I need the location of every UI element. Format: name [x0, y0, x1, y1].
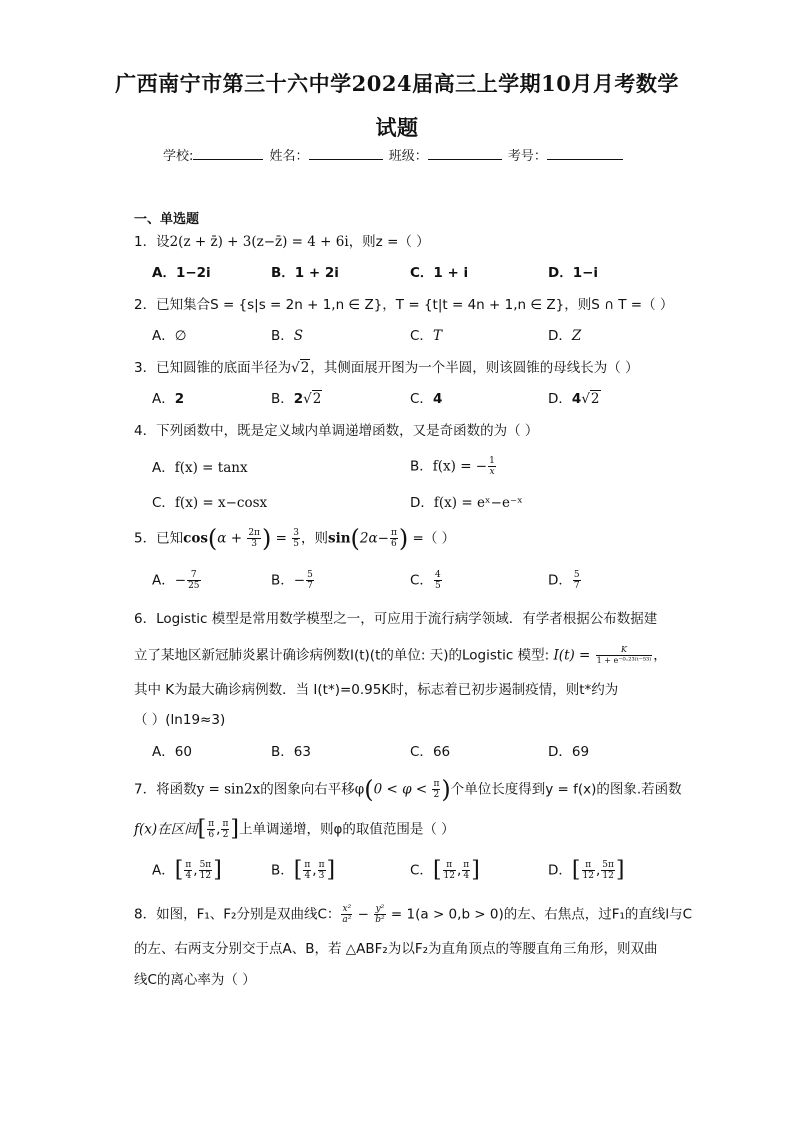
option-letter: A．: [152, 460, 175, 476]
option-letter: D．: [548, 265, 573, 281]
question-text: 已知集合S = {s|s = 2n + 1,n ∈ Z}，T = {t|t = 4n + 1,n ∈ Z}，则S ∩ T =（ ）: [156, 297, 674, 313]
question-number: 2．: [134, 297, 157, 313]
school-blank[interactable]: [193, 147, 263, 160]
option-sign: −: [174, 572, 187, 589]
question-1: [134, 232, 430, 252]
numerator: π: [208, 819, 215, 829]
fraction: [187, 570, 200, 591]
question-number: 8．: [134, 906, 157, 923]
math-term: 2α−: [359, 530, 389, 547]
option-letter: B．: [271, 391, 294, 407]
fraction: [221, 819, 229, 840]
question-text: ，其侧面展开图为一个半圆，则该圆锥的母线长为（ ）: [310, 360, 639, 376]
option-letter: D．: [410, 495, 434, 511]
question-text: =（ ）: [408, 530, 456, 547]
option-text: 1−2i: [175, 265, 211, 281]
question-text: 线C的离心率为（ ）: [134, 972, 256, 988]
option-d[interactable]: [548, 570, 582, 591]
option-a[interactable]: [152, 326, 187, 346]
numerator: π: [318, 860, 325, 870]
cos-function: cos: [183, 530, 208, 547]
option-a[interactable]: [152, 389, 184, 409]
question-text: ，则z =（ ）: [348, 234, 430, 250]
numerator: π: [433, 779, 440, 789]
question-text: = 1(a > 0,b > 0)的左、右焦点，过F₁的直线l与C: [386, 906, 693, 923]
question-7-line-2: f(x)在区间[ $\frac{\pi}{6}$ , $\frac{\pi}{2}$ ]上单调递增，则φ的取值范围是（ ）: [134, 816, 455, 842]
question-text: 将函数y = sin2x的图象向右平移φ: [156, 781, 365, 798]
fraction: [462, 860, 470, 881]
denominator: 6: [208, 830, 215, 840]
option-letter: A．: [152, 391, 175, 407]
option-c[interactable]: [410, 570, 443, 591]
numerator: y²: [375, 904, 385, 914]
question-number: 6．: [134, 611, 157, 627]
math-term: α +: [217, 530, 247, 547]
numerator: 3: [293, 528, 299, 538]
option-letter: B．: [271, 744, 294, 760]
question-text: 立了某地区新冠肺炎累计确诊病例数I(t)(t的单位: 天)的Logistic 模型:: [134, 647, 554, 664]
denominator: 12: [602, 871, 614, 881]
option-a[interactable]: [152, 570, 202, 591]
option-b[interactable]: [271, 326, 303, 346]
question-text: 上单调递增，则φ的取值范围是（ ）: [238, 821, 455, 838]
fraction: [341, 904, 352, 925]
exam-number-blank[interactable]: [547, 147, 623, 160]
name-blank[interactable]: [309, 147, 383, 160]
radicand: 2: [300, 360, 310, 376]
numerator: π: [390, 528, 397, 538]
option-text: S: [293, 328, 304, 344]
denominator: 2: [433, 790, 440, 800]
option-d[interactable]: D．[ $\frac{\pi}{12}$ , $\frac{5\pi}{12}$ ]: [548, 857, 625, 883]
option-b[interactable]: B．[ $\frac{\pi}{4}$ , $\frac{\pi}{3}$ ]: [271, 857, 336, 883]
question-number: 5．: [134, 530, 157, 547]
denominator: 12: [199, 871, 212, 881]
option-c[interactable]: [152, 493, 267, 513]
option-letter: A．: [152, 265, 176, 281]
numerator: x²: [342, 904, 352, 914]
denominator: 2: [222, 830, 229, 840]
option-letter: C．: [410, 744, 433, 760]
model-lhs: I(t) =: [553, 647, 595, 664]
option-letter: A．: [152, 328, 175, 344]
option-b[interactable]: [410, 456, 497, 477]
question-text: f(x)在区间: [134, 821, 198, 838]
question-text: （ ）(ln19≈3): [134, 712, 226, 728]
fraction: [443, 860, 456, 881]
fraction: [601, 860, 615, 881]
option-text: 69: [571, 744, 590, 760]
option-text: ∅: [174, 328, 187, 344]
option-a[interactable]: A．[ $\frac{\pi}{4}$ , $\frac{5\pi}{12}$ ]: [152, 857, 222, 883]
option-letter: C．: [410, 328, 433, 344]
option-letter: B．: [271, 572, 294, 589]
question-8-line-2: [134, 939, 658, 959]
fraction: [292, 528, 300, 549]
option-letter: B．: [410, 458, 433, 475]
numerator: π: [222, 819, 229, 829]
denominator: 5: [434, 581, 441, 591]
question-text: 如图，F₁、F₂分别是双曲线C：: [156, 906, 341, 923]
sqrt-expression: √2: [291, 360, 310, 376]
option-text: 66: [432, 744, 451, 760]
fraction: [374, 904, 385, 925]
option-b[interactable]: [271, 742, 311, 762]
numerator: 5: [307, 570, 313, 580]
option-letter: D．: [548, 862, 572, 879]
denominator: 3: [318, 871, 325, 881]
fraction: [247, 528, 261, 549]
option-letter: A．: [152, 744, 175, 760]
option-c[interactable]: [410, 326, 442, 346]
option-d[interactable]: [548, 326, 581, 346]
school-label: 学校:: [163, 149, 194, 164]
denominator: a²: [342, 915, 352, 925]
exam-title: 广西南宁市第三十六中学2024届高三上学期10月月考数学: [115, 71, 679, 96]
denominator: 4: [463, 871, 470, 881]
numerator: 5: [573, 570, 580, 580]
question-text: 已知: [156, 530, 184, 547]
option-letter: D．: [548, 328, 572, 344]
question-number: 4．: [134, 423, 157, 439]
option-letter: B．: [271, 328, 294, 344]
numerator: π: [463, 860, 470, 870]
question-2: [134, 295, 673, 315]
numerator: 7: [187, 570, 200, 581]
option-letter: C．: [152, 495, 175, 511]
numerator: 2π: [248, 528, 260, 538]
option-coefficient: 4: [571, 391, 582, 407]
question-text: 个单位长度得到y = f(x)的图象.若函数: [450, 781, 682, 798]
option-sign: −: [293, 572, 306, 589]
question-number: 1．: [134, 234, 157, 250]
student-info-row: [163, 145, 625, 164]
fraction: [303, 860, 311, 881]
denominator: 5: [293, 539, 299, 549]
option-letter: A．: [152, 862, 175, 879]
numerator: 4: [434, 570, 441, 580]
fraction: [573, 570, 581, 591]
fraction: [434, 570, 442, 591]
option-d[interactable]: [548, 263, 598, 283]
denominator: 6: [391, 539, 397, 549]
fraction: [306, 570, 314, 591]
question-6: [134, 609, 657, 629]
question-text: 其中 K为最大确诊病例数．当 I(t*)=0.95K时，标志着已初步遏制疫情，则t*约为: [134, 682, 619, 698]
denominator: 3: [251, 539, 257, 549]
section-heading: 一、单选题: [134, 212, 200, 227]
numerator: π: [185, 860, 192, 870]
option-text: T: [432, 328, 442, 344]
question-text: 的左、右两支分别交于点A、B，若 △ABF₂为以F₂为直角顶点的等腰直角三角形，则双曲: [134, 941, 658, 957]
class-label: 班级：: [388, 149, 428, 164]
radicand: 2: [590, 391, 600, 407]
question-number: 7．: [134, 781, 157, 798]
option-letter: C．: [410, 862, 433, 879]
fraction: [207, 819, 215, 840]
numerator: π: [582, 860, 595, 871]
fraction: [432, 779, 440, 800]
denominator: x: [489, 467, 495, 477]
question-text: 设: [156, 234, 170, 250]
option-coefficient: 2: [293, 391, 304, 407]
numerator: 1: [489, 456, 495, 466]
denominator: b²: [375, 915, 385, 925]
name-label: 姓名：: [269, 149, 309, 164]
option-text: 2: [174, 391, 185, 407]
option-text: 1 + 2i: [294, 265, 339, 281]
option-text: 63: [293, 744, 311, 760]
numerator: K: [596, 645, 653, 656]
option-c[interactable]: [410, 389, 442, 409]
option-letter: B．: [271, 265, 295, 281]
fraction: [582, 860, 595, 881]
option-letter: B．: [271, 862, 294, 879]
exam-number-label: 考号：: [507, 149, 547, 164]
exam-title-continued: 试题: [375, 115, 419, 140]
math-term: 0 < φ <: [373, 781, 432, 798]
option-letter: C．: [410, 265, 434, 281]
option-a[interactable]: [152, 742, 192, 762]
option-c[interactable]: [410, 742, 450, 762]
sin-function: sin: [327, 530, 351, 547]
option-d[interactable]: [410, 493, 523, 513]
option-a[interactable]: [152, 263, 211, 283]
question-6-line-2: 立了某地区新冠肺炎累计确诊病例数I(t)(t的单位: 天)的Logistic 模型: I(t) = $\frac{K}{\text{1 + e⁻⁰·²³⁽ᵗ⁻⁵³⁾}}$ ，: [134, 645, 667, 665]
class-blank[interactable]: [428, 147, 502, 160]
option-text: Z: [571, 328, 582, 344]
fraction: [199, 860, 213, 881]
option-letter: A．: [152, 572, 175, 589]
question-4: [134, 421, 538, 441]
option-d[interactable]: D．4√2: [548, 391, 600, 407]
denominator: 4: [304, 871, 311, 881]
denominator: 25: [188, 581, 200, 591]
question-text: Logistic 模型是常用数学模型之一，可应用于流行病学领域．有学者根据公布数据建: [156, 611, 658, 627]
option-letter: C．: [410, 572, 433, 589]
denominator: 1 + e⁻⁰·²³⁽ᵗ⁻⁵³⁾: [596, 656, 652, 665]
question-7: 7．将函数y = sin2x的图象向右平移φ(0 < φ < $\frac{\pi}{2}$ )个单位长度得到y = f(x)的图象.若函数: [134, 775, 682, 804]
option-text: f(x) = tanx: [174, 460, 248, 476]
question-8-line-3: [134, 970, 256, 990]
option-text: f(x) = −: [432, 458, 488, 475]
option-b[interactable]: [271, 263, 339, 283]
option-d[interactable]: [548, 742, 589, 762]
denominator: 7: [307, 581, 313, 591]
question-text: 下列函数中，既是定义域内单调递增函数，又是奇函数的为（ ）: [156, 423, 539, 439]
radicand: 2: [312, 391, 322, 407]
fraction: [390, 528, 398, 549]
question-number: 3．: [134, 360, 157, 376]
question-8: [134, 904, 692, 925]
option-c[interactable]: C．[ $\frac{\pi}{12}$ , $\frac{\pi}{4}$ ]: [410, 857, 480, 883]
option-a[interactable]: [152, 458, 248, 478]
math-term: =: [271, 530, 292, 547]
option-b[interactable]: B．2√2: [271, 391, 322, 407]
question-text: 已知圆锥的底面半径为: [156, 360, 292, 376]
denominator: 7: [573, 581, 580, 591]
denominator: 12: [582, 871, 594, 881]
denominator: 12: [443, 871, 455, 881]
question-6-line-3: [134, 680, 618, 700]
question-text: ，则: [300, 530, 328, 547]
option-letter: C．: [410, 391, 433, 407]
option-letter: D．: [548, 391, 572, 407]
option-text: f(x) = eˣ−e⁻ˣ: [433, 495, 523, 511]
option-text: 4: [432, 391, 443, 407]
math-expression: 2(z + z̄) + 3(z−z̄) = 4 + 6i: [169, 234, 349, 250]
option-text: f(x) = x−cosx: [174, 495, 268, 511]
option-b[interactable]: [271, 570, 315, 591]
logistic-fraction: [596, 645, 653, 666]
option-text: 60: [174, 744, 192, 760]
numerator: π: [443, 860, 456, 871]
question-5: 5．已知cos(α + $\frac{2\pi}{3}$ ) = $\frac{3}{5}$ ，则sin(2α− $\frac{\pi}{6}$ ) =（ ）: [134, 524, 456, 553]
numerator: 5π: [602, 860, 614, 870]
fraction: [318, 860, 326, 881]
fraction: [184, 860, 192, 881]
numerator: 5π: [199, 860, 212, 870]
option-c[interactable]: [410, 263, 468, 283]
question-3: [134, 358, 639, 378]
option-letter: D．: [548, 744, 572, 760]
option-text: 1 + i: [433, 265, 469, 281]
math-term: −: [353, 906, 374, 923]
option-text: 1−i: [572, 265, 599, 281]
question-6-line-4: [134, 710, 225, 730]
denominator: 4: [185, 871, 192, 881]
option-letter: D．: [548, 572, 572, 589]
numerator: π: [304, 860, 311, 870]
fraction: [488, 456, 496, 477]
